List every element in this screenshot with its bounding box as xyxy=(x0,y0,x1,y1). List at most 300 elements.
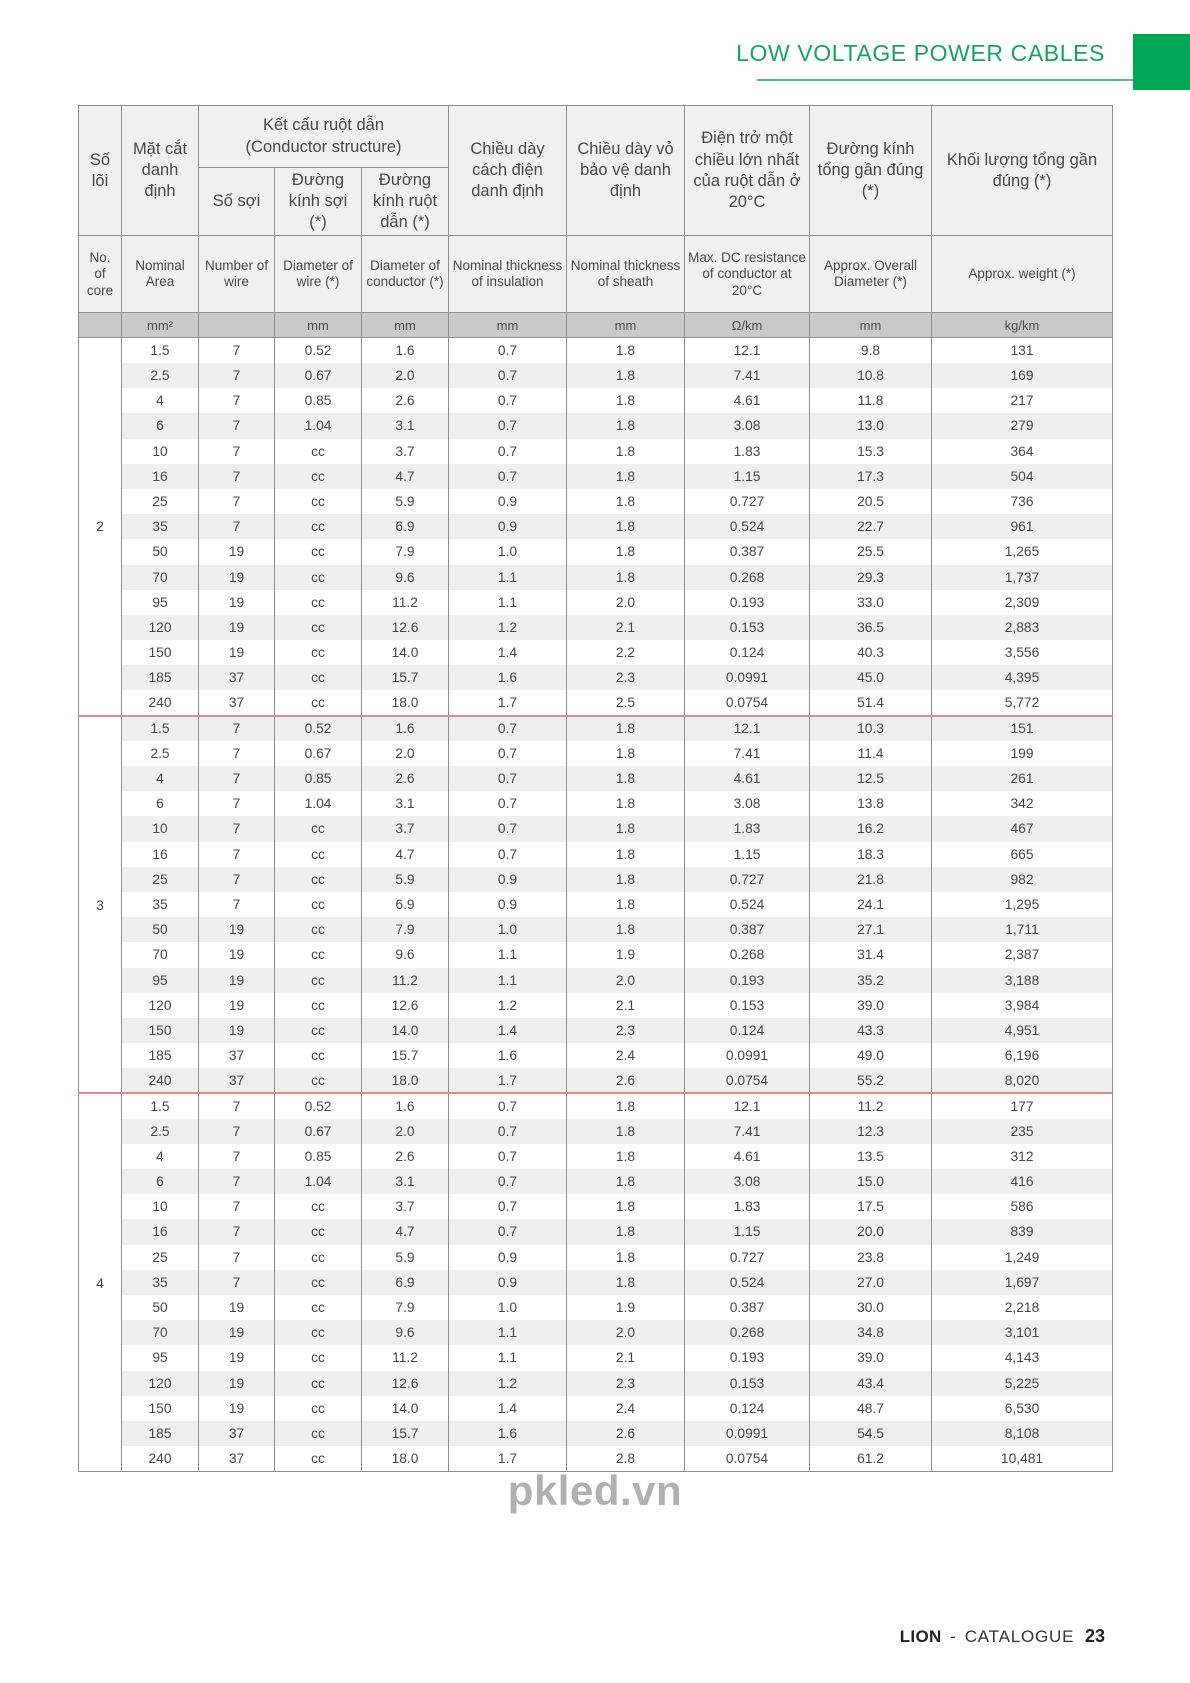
table-row xyxy=(79,565,1113,590)
table-cell: 1.8 xyxy=(567,791,685,816)
table-cell: 19 xyxy=(199,565,275,590)
table-cell: 0.193 xyxy=(685,968,810,993)
table-cell: 16 xyxy=(122,464,199,489)
table-cell: 3.1 xyxy=(362,791,449,816)
table-cell: 1,697 xyxy=(932,1270,1113,1295)
table-cell: 0.387 xyxy=(685,1295,810,1320)
table-cell: 1.6 xyxy=(362,1093,449,1118)
table-cell: cc xyxy=(275,1194,362,1219)
table-cell: 7 xyxy=(199,338,275,363)
table-cell: 35 xyxy=(122,892,199,917)
table-cell: 0.7 xyxy=(449,766,567,791)
table-cell: cc xyxy=(275,1396,362,1421)
unit-cell: mm xyxy=(567,313,685,338)
core-group-4 xyxy=(79,1093,1113,1471)
table-cell: 0.9 xyxy=(449,489,567,514)
table-cell: 4.61 xyxy=(685,766,810,791)
table-cell: 1.8 xyxy=(567,565,685,590)
table-cell: 342 xyxy=(932,791,1113,816)
table-cell: 6,530 xyxy=(932,1396,1113,1421)
table-cell: cc xyxy=(275,1421,362,1446)
table-cell: 0.67 xyxy=(275,1119,362,1144)
table-header xyxy=(79,106,1113,338)
table-cell: 6.9 xyxy=(362,1270,449,1295)
table-cell: 0.7 xyxy=(449,413,567,438)
table-cell: 7 xyxy=(199,464,275,489)
table-cell: cc xyxy=(275,439,362,464)
table-cell: 0.268 xyxy=(685,942,810,967)
table-cell: 12.5 xyxy=(810,766,932,791)
table-cell: cc xyxy=(275,1320,362,1345)
footer-label: CATALOGUE xyxy=(964,1627,1075,1646)
table-cell: 1.8 xyxy=(567,388,685,413)
table-cell: 6 xyxy=(122,791,199,816)
table-row xyxy=(79,514,1113,539)
table-cell: 23.8 xyxy=(810,1245,932,1270)
table-cell: 3.7 xyxy=(362,1194,449,1219)
table-cell: 0.9 xyxy=(449,1270,567,1295)
table-cell: 15.7 xyxy=(362,1421,449,1446)
table-row xyxy=(79,968,1113,993)
table-cell: 199 xyxy=(932,741,1113,766)
table-cell: 3,101 xyxy=(932,1320,1113,1345)
table-row xyxy=(79,690,1113,715)
table-row xyxy=(79,892,1113,917)
column-header-vi-area: Mặt cắt danh định xyxy=(122,106,199,236)
table-cell: 37 xyxy=(199,665,275,690)
column-header-vi-weight: Khối lượng tổng gần đúng (*) xyxy=(932,106,1113,236)
table-cell: 0.85 xyxy=(275,1144,362,1169)
table-cell: 19 xyxy=(199,539,275,564)
table-cell: cc xyxy=(275,867,362,892)
core-count-label: 4 xyxy=(79,1093,122,1471)
table-cell: 0.7 xyxy=(449,716,567,741)
table-cell: 0.7 xyxy=(449,1219,567,1244)
table-cell: 30.0 xyxy=(810,1295,932,1320)
table-cell: 22.7 xyxy=(810,514,932,539)
table-cell: 504 xyxy=(932,464,1113,489)
table-cell: 7 xyxy=(199,1169,275,1194)
table-cell: 4 xyxy=(122,388,199,413)
table-cell: 1.8 xyxy=(567,1093,685,1118)
table-cell: 1,737 xyxy=(932,565,1113,590)
table-cell: 55.2 xyxy=(810,1068,932,1093)
table-cell: 0.7 xyxy=(449,464,567,489)
table-cell: 1.8 xyxy=(567,1169,685,1194)
header-rule xyxy=(757,79,1190,81)
table-cell: 1.83 xyxy=(685,816,810,841)
column-header-en-resistance: Max. DC resistance of conductor at 20°C xyxy=(685,236,810,313)
table-cell: 7 xyxy=(199,514,275,539)
table-cell: 7 xyxy=(199,892,275,917)
group-header-vi: Kết cấu ruột dẫn xyxy=(262,116,385,135)
table-cell: 36.5 xyxy=(810,615,932,640)
table-cell: 13.8 xyxy=(810,791,932,816)
table-cell: 50 xyxy=(122,539,199,564)
table-cell: 839 xyxy=(932,1219,1113,1244)
table-cell: cc xyxy=(275,1018,362,1043)
table-cell: 0.193 xyxy=(685,1345,810,1370)
table-cell: cc xyxy=(275,690,362,715)
unit-cell: mm² xyxy=(122,313,199,338)
column-header-en-insulation: Nominal thickness of insulation xyxy=(449,236,567,313)
brand-color-block xyxy=(1133,34,1190,90)
table-cell: 7 xyxy=(199,741,275,766)
cable-spec-table-wrap xyxy=(78,105,1112,1472)
table-cell: 2.1 xyxy=(567,615,685,640)
table-row xyxy=(79,1345,1113,1370)
table-cell: cc xyxy=(275,1371,362,1396)
table-cell: 1,265 xyxy=(932,539,1113,564)
table-cell: 7.41 xyxy=(685,363,810,388)
table-cell: cc xyxy=(275,1068,362,1093)
table-cell: 364 xyxy=(932,439,1113,464)
table-cell: 1.6 xyxy=(362,338,449,363)
table-cell: 7 xyxy=(199,413,275,438)
table-cell: 40.3 xyxy=(810,640,932,665)
table-cell: 2.0 xyxy=(362,1119,449,1144)
unit-cell: kg/km xyxy=(932,313,1113,338)
table-cell: 7 xyxy=(199,1194,275,1219)
table-cell: 1.8 xyxy=(567,338,685,363)
table-cell: 54.5 xyxy=(810,1421,932,1446)
table-cell: 1.4 xyxy=(449,1396,567,1421)
table-cell: 0.7 xyxy=(449,439,567,464)
table-cell: 10.8 xyxy=(810,363,932,388)
table-row xyxy=(79,993,1113,1018)
table-row xyxy=(79,1295,1113,1320)
table-cell: 2.0 xyxy=(567,968,685,993)
table-cell: 0.524 xyxy=(685,892,810,917)
table-cell: 1.8 xyxy=(567,363,685,388)
table-cell: 131 xyxy=(932,338,1113,363)
table-cell: 1.8 xyxy=(567,892,685,917)
table-cell: 7 xyxy=(199,1119,275,1144)
column-header-vi-cores: Số lõi xyxy=(79,106,122,236)
table-row xyxy=(79,1119,1113,1144)
table-cell: 4.7 xyxy=(362,842,449,867)
table-cell: 35 xyxy=(122,1270,199,1295)
table-cell: 10,481 xyxy=(932,1446,1113,1471)
table-cell: 13.0 xyxy=(810,413,932,438)
table-cell: 1.8 xyxy=(567,489,685,514)
column-header-en-wire-count: Number of wire xyxy=(199,236,275,313)
table-cell: 0.7 xyxy=(449,1093,567,1118)
table-cell: 17.5 xyxy=(810,1194,932,1219)
table-cell: 1,711 xyxy=(932,917,1113,942)
table-cell: 16.2 xyxy=(810,816,932,841)
table-cell: 177 xyxy=(932,1093,1113,1118)
table-row xyxy=(79,1068,1113,1093)
table-row xyxy=(79,917,1113,942)
table-cell: 2.6 xyxy=(362,1144,449,1169)
table-cell: 33.0 xyxy=(810,590,932,615)
table-cell: 0.67 xyxy=(275,741,362,766)
table-cell: 1.8 xyxy=(567,413,685,438)
table-cell: 1.8 xyxy=(567,766,685,791)
table-cell: 0.7 xyxy=(449,388,567,413)
table-cell: 0.9 xyxy=(449,514,567,539)
table-cell: 1.5 xyxy=(122,1093,199,1118)
table-cell: 240 xyxy=(122,1446,199,1471)
table-row xyxy=(79,489,1113,514)
table-cell: 25 xyxy=(122,1245,199,1270)
table-cell: 2.2 xyxy=(567,640,685,665)
table-cell: 15.7 xyxy=(362,1043,449,1068)
table-cell: 185 xyxy=(122,1421,199,1446)
table-cell: 4,143 xyxy=(932,1345,1113,1370)
table-cell: 9.8 xyxy=(810,338,932,363)
table-cell: 12.6 xyxy=(362,1371,449,1396)
table-cell: 1.04 xyxy=(275,413,362,438)
unit-cell: mm xyxy=(810,313,932,338)
column-header-vi-conductor-diameter: Đường kính ruột dẫn (*) xyxy=(362,168,449,236)
table-cell: 0.52 xyxy=(275,716,362,741)
table-cell: 51.4 xyxy=(810,690,932,715)
table-cell: 169 xyxy=(932,363,1113,388)
table-row xyxy=(79,464,1113,489)
table-cell: 120 xyxy=(122,615,199,640)
table-cell: 70 xyxy=(122,942,199,967)
table-cell: 14.0 xyxy=(362,640,449,665)
column-header-vi-resistance: Điện trở một chiều lớn nhất của ruột dẫn ở 20°C xyxy=(685,106,810,236)
table-cell: 61.2 xyxy=(810,1446,932,1471)
table-cell: 39.0 xyxy=(810,1345,932,1370)
table-cell: 2.5 xyxy=(567,690,685,715)
table-cell: 14.0 xyxy=(362,1018,449,1043)
table-cell: 9.6 xyxy=(362,942,449,967)
table-cell: 95 xyxy=(122,590,199,615)
table-cell: 1.8 xyxy=(567,842,685,867)
table-cell: 6 xyxy=(122,413,199,438)
table-cell: 982 xyxy=(932,867,1113,892)
table-cell: 1.04 xyxy=(275,791,362,816)
table-cell: 1.83 xyxy=(685,439,810,464)
table-cell: 3.08 xyxy=(685,1169,810,1194)
table-cell: 1.1 xyxy=(449,968,567,993)
table-cell: 217 xyxy=(932,388,1113,413)
table-cell: 19 xyxy=(199,942,275,967)
table-cell: 12.1 xyxy=(685,1093,810,1118)
table-cell: 586 xyxy=(932,1194,1113,1219)
table-row xyxy=(79,942,1113,967)
table-row xyxy=(79,1169,1113,1194)
table-cell: 1.7 xyxy=(449,1068,567,1093)
table-cell: 4.7 xyxy=(362,1219,449,1244)
table-cell: 5,225 xyxy=(932,1371,1113,1396)
table-cell: 3.7 xyxy=(362,439,449,464)
table-cell: 1.8 xyxy=(567,1194,685,1219)
table-cell: 12.6 xyxy=(362,993,449,1018)
table-cell: 0.7 xyxy=(449,842,567,867)
table-cell: 17.3 xyxy=(810,464,932,489)
table-cell: 312 xyxy=(932,1144,1113,1169)
table-row xyxy=(79,338,1113,363)
table-cell: 27.0 xyxy=(810,1270,932,1295)
table-cell: cc xyxy=(275,464,362,489)
table-cell: cc xyxy=(275,1295,362,1320)
table-cell: 10 xyxy=(122,1194,199,1219)
table-cell: 0.153 xyxy=(685,993,810,1018)
table-cell: 5,772 xyxy=(932,690,1113,715)
table-cell: 6,196 xyxy=(932,1043,1113,1068)
units-row xyxy=(79,313,1113,338)
table-cell: 0.268 xyxy=(685,565,810,590)
table-cell: 0.124 xyxy=(685,1018,810,1043)
table-cell: 0.124 xyxy=(685,640,810,665)
column-header-en-sheath: Nominal thickness of sheath xyxy=(567,236,685,313)
table-cell: cc xyxy=(275,1043,362,1068)
table-cell: 12.1 xyxy=(685,338,810,363)
table-cell: 1,249 xyxy=(932,1245,1113,1270)
table-cell: 240 xyxy=(122,1068,199,1093)
table-cell: 467 xyxy=(932,816,1113,841)
table-cell: 13.5 xyxy=(810,1144,932,1169)
table-cell: 95 xyxy=(122,968,199,993)
table-cell: 11.2 xyxy=(362,590,449,615)
table-cell: 4 xyxy=(122,1144,199,1169)
table-cell: 0.524 xyxy=(685,1270,810,1295)
table-cell: 279 xyxy=(932,413,1113,438)
table-cell: 0.0754 xyxy=(685,690,810,715)
table-row xyxy=(79,816,1113,841)
table-cell: cc xyxy=(275,942,362,967)
table-cell: 29.3 xyxy=(810,565,932,590)
table-cell: 261 xyxy=(932,766,1113,791)
table-cell: 0.67 xyxy=(275,363,362,388)
table-row xyxy=(79,1371,1113,1396)
table-cell: 1.8 xyxy=(567,917,685,942)
table-cell: 19 xyxy=(199,615,275,640)
table-cell: 3,984 xyxy=(932,993,1113,1018)
table-cell: 3.1 xyxy=(362,1169,449,1194)
table-row xyxy=(79,716,1113,741)
table-cell: 15.7 xyxy=(362,665,449,690)
table-cell: 19 xyxy=(199,993,275,1018)
table-cell: 3,556 xyxy=(932,640,1113,665)
table-cell: 1.8 xyxy=(567,741,685,766)
table-cell: 50 xyxy=(122,917,199,942)
table-row xyxy=(79,842,1113,867)
group-header-en: (Conductor structure) xyxy=(245,137,402,156)
table-cell: 0.7 xyxy=(449,791,567,816)
table-cell: 12.6 xyxy=(362,615,449,640)
table-row xyxy=(79,1396,1113,1421)
table-cell: 39.0 xyxy=(810,993,932,1018)
core-count-label: 3 xyxy=(79,716,122,1094)
table-cell: 1.8 xyxy=(567,539,685,564)
table-cell: 2.3 xyxy=(567,665,685,690)
table-cell: 2.8 xyxy=(567,1446,685,1471)
table-cell: 0.7 xyxy=(449,1119,567,1144)
table-cell: 2.6 xyxy=(567,1068,685,1093)
table-row xyxy=(79,615,1113,640)
table-cell: 19 xyxy=(199,1295,275,1320)
table-cell: 7.9 xyxy=(362,917,449,942)
table-cell: 1.83 xyxy=(685,1194,810,1219)
table-cell: 1.5 xyxy=(122,716,199,741)
column-header-en-weight: Approx. weight (*) xyxy=(932,236,1113,313)
column-header-en-conductor-diameter: Diameter of conductor (*) xyxy=(362,236,449,313)
table-cell: 1.7 xyxy=(449,690,567,715)
footer-brand: LION xyxy=(899,1627,942,1646)
table-cell: 1.9 xyxy=(567,1295,685,1320)
table-cell: 24.1 xyxy=(810,892,932,917)
table-row xyxy=(79,1219,1113,1244)
table-cell: 185 xyxy=(122,665,199,690)
table-cell: cc xyxy=(275,1345,362,1370)
table-cell: 1.8 xyxy=(567,1245,685,1270)
table-row xyxy=(79,1093,1113,1118)
table-row xyxy=(79,1245,1113,1270)
table-cell: 150 xyxy=(122,1018,199,1043)
table-cell: 2.3 xyxy=(567,1371,685,1396)
table-row xyxy=(79,1270,1113,1295)
footer-page-number: 23 xyxy=(1084,1626,1105,1646)
table-cell: 7 xyxy=(199,766,275,791)
unit-cell: mm xyxy=(275,313,362,338)
table-cell: 19 xyxy=(199,640,275,665)
table-cell: 240 xyxy=(122,690,199,715)
table-cell: 14.0 xyxy=(362,1396,449,1421)
table-cell: 27.1 xyxy=(810,917,932,942)
table-cell: cc xyxy=(275,590,362,615)
table-cell: 0.268 xyxy=(685,1320,810,1345)
column-header-en-wire-diameter: Diameter of wire (*) xyxy=(275,236,362,313)
table-cell: 37 xyxy=(199,690,275,715)
table-cell: 0.153 xyxy=(685,615,810,640)
column-header-vi-sheath: Chiều dày vỏ bảo vệ danh định xyxy=(567,106,685,236)
table-cell: 1.8 xyxy=(567,1119,685,1144)
table-cell: 5.9 xyxy=(362,1245,449,1270)
table-cell: 1.8 xyxy=(567,867,685,892)
table-cell: 0.387 xyxy=(685,917,810,942)
table-cell: 70 xyxy=(122,565,199,590)
table-cell: cc xyxy=(275,917,362,942)
table-row xyxy=(79,791,1113,816)
table-cell: 1.0 xyxy=(449,1295,567,1320)
table-cell: cc xyxy=(275,1270,362,1295)
table-cell: 2.5 xyxy=(122,741,199,766)
table-cell: 7 xyxy=(199,1219,275,1244)
table-cell: 25 xyxy=(122,489,199,514)
table-cell: 2,309 xyxy=(932,590,1113,615)
table-cell: 0.0991 xyxy=(685,1421,810,1446)
table-cell: cc xyxy=(275,1219,362,1244)
table-cell: 1.5 xyxy=(122,338,199,363)
table-cell: 0.124 xyxy=(685,1396,810,1421)
table-cell: 1.04 xyxy=(275,1169,362,1194)
table-cell: 7 xyxy=(199,816,275,841)
table-cell: 50 xyxy=(122,1295,199,1320)
table-cell: 19 xyxy=(199,1371,275,1396)
table-row xyxy=(79,1194,1113,1219)
table-cell: 34.8 xyxy=(810,1320,932,1345)
table-row xyxy=(79,413,1113,438)
table-cell: 0.85 xyxy=(275,388,362,413)
table-cell: 1,295 xyxy=(932,892,1113,917)
table-cell: 120 xyxy=(122,1371,199,1396)
table-cell: 7 xyxy=(199,791,275,816)
table-cell: 0.727 xyxy=(685,867,810,892)
table-cell: 1.1 xyxy=(449,1320,567,1345)
table-cell: 0.193 xyxy=(685,590,810,615)
table-cell: 2.6 xyxy=(567,1421,685,1446)
column-header-vi-insulation: Chiều dày cách điện danh định xyxy=(449,106,567,236)
table-cell: 10 xyxy=(122,439,199,464)
table-cell: 185 xyxy=(122,1043,199,1068)
table-cell: 95 xyxy=(122,1345,199,1370)
